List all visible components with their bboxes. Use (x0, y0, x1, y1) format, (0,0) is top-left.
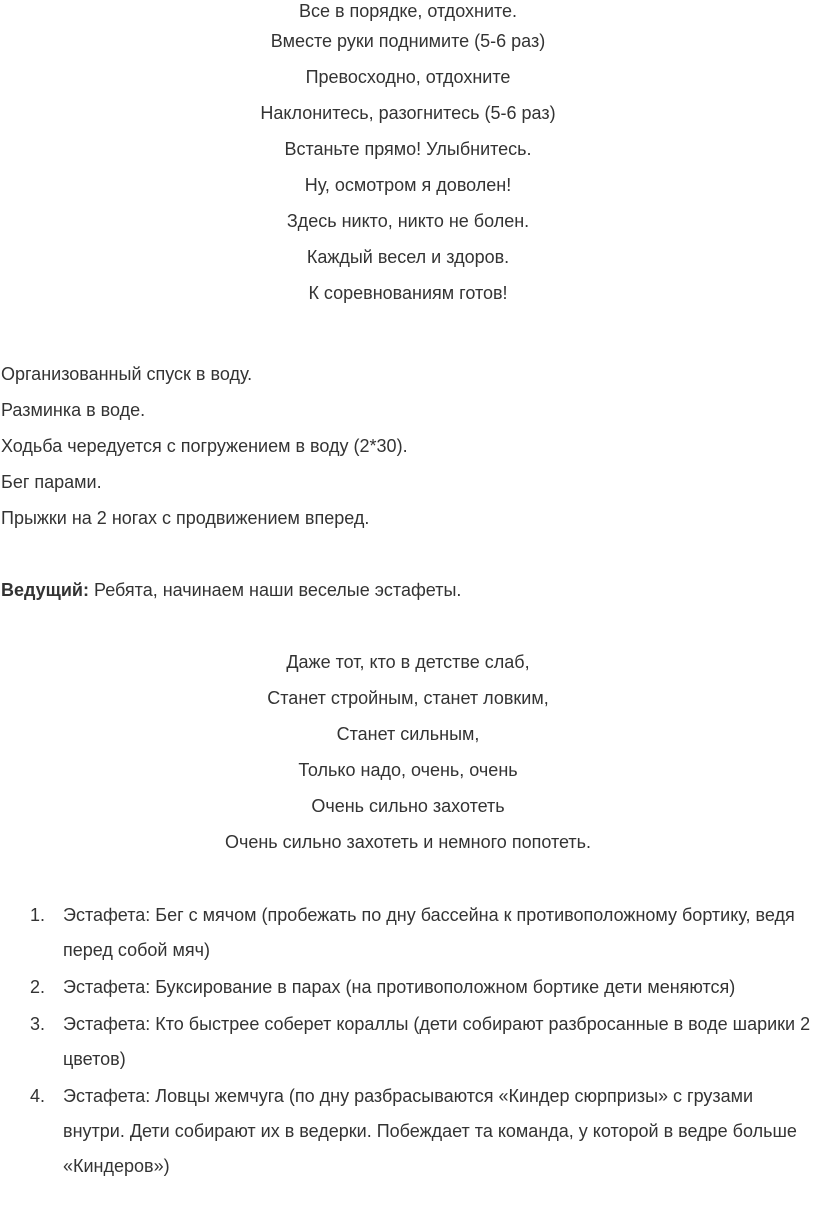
list-item-text: Эстафета: Бег с мячом (пробежать по дну бассейна к противоположному бортику, ведя перед собой мяч) (63, 905, 795, 960)
poem-line: Встаньте прямо! Улыбнитесь. (284, 139, 532, 159)
list-item-text: Эстафета: Кто быстрее соберет кораллы (дети собирают разбросанные в воде шарики 2 цветов) (63, 1014, 811, 1069)
list-number: 3. (30, 1014, 46, 1034)
relay-list (0, 898, 813, 1186)
list-number: 1. (30, 905, 46, 925)
poem-line: Станет сильным, (336, 724, 480, 744)
poem-line: Здесь никто, никто не болен. (286, 211, 530, 231)
poem-line: Даже тот, кто в детстве слаб, (286, 652, 530, 672)
host-text: Ребята, начинаем наши веселые эстафеты. (88, 580, 462, 600)
poem-line: Все в порядке, отдохните. (298, 1, 518, 21)
warmup-item: Разминка в воде. (1, 400, 146, 420)
host-line (1, 576, 461, 604)
warmup-list (1, 360, 408, 540)
poem-line: Вместе руки поднимите (5-6 раз) (270, 31, 546, 51)
poem-line: Очень сильно захотеть и немного попотеть. (224, 832, 592, 852)
warmup-item: Бег парами. (1, 472, 102, 492)
list-item (0, 898, 813, 968)
intro-poem (0, 0, 816, 316)
list-number: 2. (30, 977, 46, 997)
list-item (0, 1007, 813, 1077)
warmup-item: Организованный спуск в воду. (1, 364, 253, 384)
poem-line: Наклонитесь, разогнитесь (5-6 раз) (260, 103, 556, 123)
warmup-item: Прыжки на 2 ногах с продвижением вперед. (1, 508, 370, 528)
poem-line: Ну, осмотром я доволен! (304, 175, 512, 195)
list-item-text: Эстафета: Буксирование в парах (на противоположном бортике дети меняются) (63, 977, 736, 997)
poem-line: Очень сильно захотеть (311, 796, 505, 816)
warmup-item: Ходьба чередуется с погружением в воду (2*30). (1, 436, 408, 456)
host-speaker: Ведущий: (1, 580, 89, 600)
poem-line: Только надо, очень, очень (298, 760, 518, 780)
list-number: 4. (30, 1086, 46, 1106)
list-item (0, 1079, 813, 1184)
poem-line: Превосходно, отдохните (305, 67, 511, 87)
list-item (0, 970, 813, 1005)
poem-line: Каждый весел и здоров. (306, 247, 510, 267)
list-item-text: Эстафета: Ловцы жемчуга (по дну разбрасываются «Киндер сюрпризы» с грузами внутри. Дети собирают их в ведерки. Побеждает та команда, у которой в ведре больше «Киндеров») (63, 1086, 797, 1176)
poem-line: Станет стройным, станет ловким, (267, 688, 549, 708)
poem-line: К соревнованиям готов! (308, 283, 508, 303)
motivation-poem (0, 648, 816, 864)
